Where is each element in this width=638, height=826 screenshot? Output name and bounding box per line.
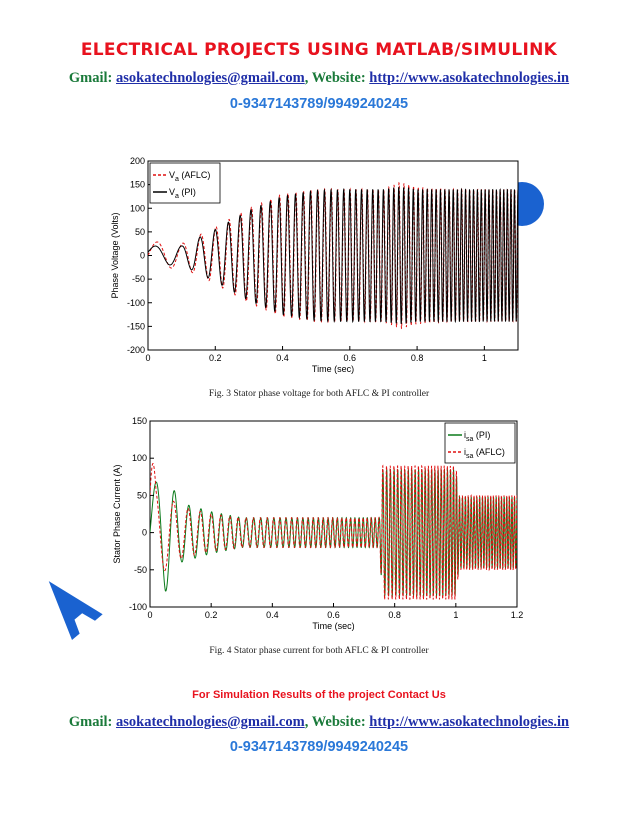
x-tick-label: 0.6 [327, 610, 340, 620]
footer-website-label: , Website: [304, 714, 370, 730]
contact-cta: For Simulation Results of the project Contact Us [192, 689, 446, 701]
x-tick-label: 0 [147, 610, 153, 620]
x-tick-label: 0.4 [266, 610, 279, 620]
x-tick-label: 0.8 [410, 353, 424, 363]
footer-contact-line [0, 714, 638, 731]
y-tick-label: 100 [131, 453, 147, 464]
y-tick-label: -150 [126, 321, 145, 332]
legend-label: $V_a$ (PI) [169, 187, 196, 200]
y-tick-label: -100 [126, 297, 145, 308]
y-tick-label: 150 [129, 179, 145, 190]
y-tick-label: -200 [126, 345, 145, 355]
legend-label: $V_a$ (AFLC) [169, 170, 211, 183]
y-tick-label: 0 [139, 250, 145, 261]
x-tick-label: 1.2 [510, 610, 524, 620]
gmail-label: Gmail: [68, 70, 117, 86]
email-link[interactable]: asokatechnologies@gmail.com [116, 70, 305, 86]
website-link[interactable]: http://www.asokatechnologies.in [369, 70, 570, 86]
footer-website-link[interactable]: http://www.asokatechnologies.in [369, 714, 570, 730]
legend-box [445, 423, 515, 463]
phone-number: 0-9347143789/9949240245 [229, 96, 409, 112]
y-tick-label: 50 [134, 226, 145, 237]
y-tick-label: 200 [129, 156, 145, 166]
x-tick-label: 0.4 [276, 353, 289, 363]
legend-label: $i_{sa}$ (PI) [464, 430, 491, 443]
y-tick-label: 0 [141, 527, 147, 538]
website-label: , Website: [304, 70, 370, 86]
footer-gmail-label: Gmail: [68, 714, 117, 730]
y-tick-label: -50 [133, 564, 147, 575]
x-tick-label: 1 [481, 353, 487, 363]
y-tick-label: -100 [128, 602, 147, 612]
y-axis-label: Stator Phase Current (A) [112, 464, 122, 564]
x-tick-label: 0.6 [343, 353, 357, 363]
legend-label: $i_{sa}$ (AFLC) [464, 447, 505, 460]
y-tick-label: 150 [131, 416, 147, 426]
y-tick-label: 50 [136, 490, 147, 501]
x-tick-label: 0 [145, 353, 151, 363]
figure-caption-voltage: Fig. 3 Stator phase voltage for both AFLC & PI controller [208, 389, 430, 399]
x-tick-label: 0.8 [388, 610, 401, 620]
y-axis-label: Phase Voltage (Volts) [110, 212, 120, 299]
x-tick-label: 0.2 [209, 353, 222, 363]
x-axis-label: Time (sec) [312, 621, 355, 631]
page-title: ELECTRICAL PROJECTS USING MATLAB/SIMULINK [80, 40, 558, 60]
y-tick-label: 100 [129, 203, 145, 214]
footer-email-link[interactable]: asokatechnologies@gmail.com [116, 714, 305, 730]
x-axis-label: Time (sec) [311, 364, 355, 374]
x-tick-label: 1 [453, 610, 459, 620]
x-tick-label: 0.2 [204, 610, 218, 620]
footer-phone-number: 0-9347143789/9949240245 [229, 739, 409, 755]
y-tick-label: -50 [131, 274, 145, 285]
figure-caption-current: Fig. 4 Stator phase current for both AFLC & PI controller [209, 646, 429, 656]
